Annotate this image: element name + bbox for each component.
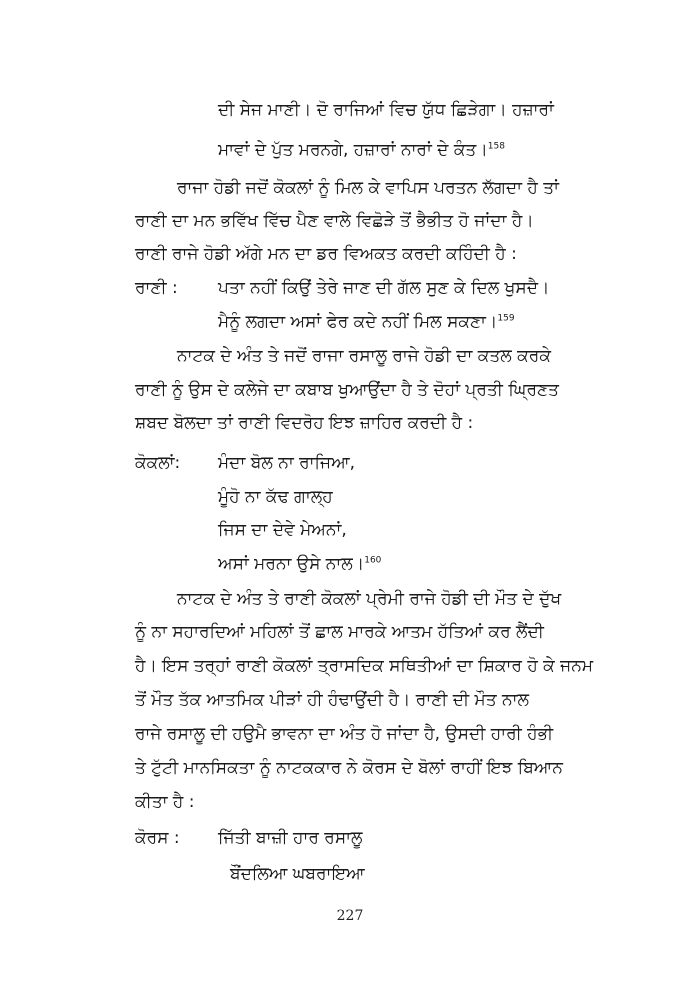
paragraph-line: ਰਾਣੀ ਰਾਜੇ ਹੋਡੀ ਅੱਗੇ ਮਨ ਦਾ ਡਰ ਵਿਅਕਤ ਕਰਦੀ ਕਹਿੰਦੀ ਹੈ : bbox=[135, 244, 517, 264]
verse-line: ਜਿਸ ਦਾ ਦੇਵੇ ਮੇਅਨਾਂ, bbox=[218, 520, 347, 540]
paragraph-line: ਕੀਤਾ ਹੈ : bbox=[135, 792, 195, 812]
speaker-label: ਕੋਕਲਾਂ: bbox=[135, 453, 181, 473]
verse-line: ਬੌਂਦਲਿਆ ਘਬਰਾਇਆ bbox=[230, 864, 365, 884]
dialogue-line: ਪਤਾ ਨਹੀਂ ਕਿਉਂ ਤੇਰੇ ਜਾਣ ਦੀ ਗੱਲ ਸੁਣ ਕੇ ਦਿਲ ਖੁਸਦੈ। bbox=[218, 278, 550, 298]
verse-line: ਮੂੰਹੋ ਨਾ ਕੱਢ ਗਾਲ੍ਹ bbox=[218, 487, 333, 507]
verse-text: ਮਾਵਾਂ ਦੇ ਪੁੱਤ ਮਰਨਗੇ, ਹਜ਼ਾਰਾਂ ਨਾਰਾਂ ਦੇ ਕੰਤ। bbox=[218, 140, 488, 160]
verse-line: ਮੰਦਾ ਬੋਲ ਨਾ ਰਾਜਿਆ, bbox=[218, 453, 355, 473]
footnote-ref: 158 bbox=[487, 141, 505, 152]
page-number: 227 bbox=[336, 908, 364, 924]
paragraph-line: ਸ਼ਬਦ ਬੋਲਦਾ ਤਾਂ ਰਾਣੀ ਵਿਦਰੋਹ ਇਝ ਜ਼ਾਹਿਰ ਕਰਦੀ ਹੈ : bbox=[135, 413, 474, 433]
verse-line: ਜਿੱਤੀ ਬਾਜ਼ੀ ਹਾਰ ਰਸਾਲੂ bbox=[218, 828, 363, 848]
paragraph-line: ਰਾਜਾ ਹੋਡੀ ਜਦੋਂ ਕੋਕਲਾਂ ਨੂੰ ਮਿਲ ਕੇ ਵਾਪਿਸ ਪਰਤਨ ਲੱਗਦਾ ਹੈ ਤਾਂ bbox=[177, 178, 559, 198]
paragraph-line: ਰਾਣੀ ਨੂੰ ਉਸ ਦੇ ਕਲੇਜੇ ਦਾ ਕਬਾਬ ਖੁਆਉਂਦਾ ਹੈ ਤੇ ਦੋਹਾਂ ਪ੍ਰਤੀ ਘ੍ਰਿਣਤ bbox=[135, 380, 559, 400]
paragraph-line: ਰਾਣੀ ਦਾ ਮਨ ਭਵਿੱਖ ਵਿੱਚ ਪੈਣ ਵਾਲੇ ਵਿਛੋੜੇ ਤੋਂ ਭੈਭੀਤ ਹੋ ਜਾਂਦਾ ਹੈ। bbox=[135, 211, 534, 231]
speaker-label: ਕੋਰਸ : bbox=[135, 828, 180, 848]
footnote-ref: 159 bbox=[497, 313, 515, 324]
paragraph-line: ਨਾਟਕ ਦੇ ਅੰਤ ਤੇ ਰਾਣੀ ਕੋਕਲਾਂ ਪ੍ਰੇਮੀ ਰਾਜੇ ਹੋਡੀ ਦੀ ਮੌਤ ਦੇ ਦੁੱਖ bbox=[177, 589, 562, 609]
paragraph-line: ਹੈ। ਇਸ ਤਰ੍ਹਾਂ ਰਾਣੀ ਕੋਕਲਾਂ ਤ੍ਰਾਸਦਿਕ ਸਥਿਤੀਆਂ ਦਾ ਸ਼ਿਕਾਰ ਹੋ ਕੇ ਜਨਮ bbox=[135, 656, 594, 676]
verse-text: ਅਸਾਂ ਮਰਨਾ ਉਸੇ ਨਾਲ। bbox=[218, 554, 365, 574]
paragraph-line: ਰਾਜੇ ਰਸਾਲੂ ਦੀ ਹਉਮੈ ਭਾਵਨਾ ਦਾ ਅੰਤ ਹੋ ਜਾਂਦਾ ਹੈ, ਉਸਦੀ ਹਾਰੀ ਹੰਭੀ bbox=[135, 724, 554, 744]
paragraph-line: ਤੋਂ ਮੌਤ ਤੱਕ ਆਤਮਿਕ ਪੀੜਾਂ ਹੀ ਹੰਢਾਉਂਦੀ ਹੈ। ਰਾਣੀ ਦੀ ਮੌਤ ਨਾਲ bbox=[135, 690, 530, 710]
paragraph-line: ਨੂੰ ਨਾ ਸਹਾਰਦਿਆਂ ਮਹਿਲਾਂ ਤੋਂ ਛਾਲ ਮਾਰਕੇ ਆਤਮ ਹੱਤਿਆਂ ਕਰ ਲੈਂਦੀ bbox=[135, 622, 544, 642]
verse-line bbox=[218, 552, 381, 576]
paragraph-line: ਨਾਟਕ ਦੇ ਅੰਤ ਤੇ ਜਦੋਂ ਰਾਜਾ ਰਸਾਲੂ ਰਾਜੇ ਹੋਡੀ ਦਾ ਕਤਲ ਕਰਕੇ bbox=[177, 346, 551, 366]
verse-line bbox=[218, 138, 505, 162]
footnote-ref: 160 bbox=[364, 555, 382, 566]
paragraph-line: ਤੇ ਟੁੱਟੀ ਮਾਨਸਿਕਤਾ ਨੂੰ ਨਾਟਕਕਾਰ ਨੇ ਕੋਰਸ ਦੇ ਬੋਲਾਂ ਰਾਹੀਂ ਇਝ ਬਿਆਨ bbox=[135, 758, 563, 778]
verse-line: ਦੀ ਸੇਜ ਮਾਣੀ। ਦੋ ਰਾਜਿਆਂ ਵਿਚ ਯੁੱਧ ਛਿੜੇਗਾ। ਹਜ਼ਾਰਾਂ bbox=[218, 100, 554, 120]
dialogue-text: ਮੈਨੂੰ ਲਗਦਾ ਅਸਾਂ ਫੇਰ ਕਦੇ ਨਹੀਂ ਮਿਲ ਸਕਣਾ। bbox=[218, 312, 498, 332]
speaker-label: ਰਾਣੀ : bbox=[135, 278, 178, 298]
dialogue-line bbox=[218, 310, 515, 334]
